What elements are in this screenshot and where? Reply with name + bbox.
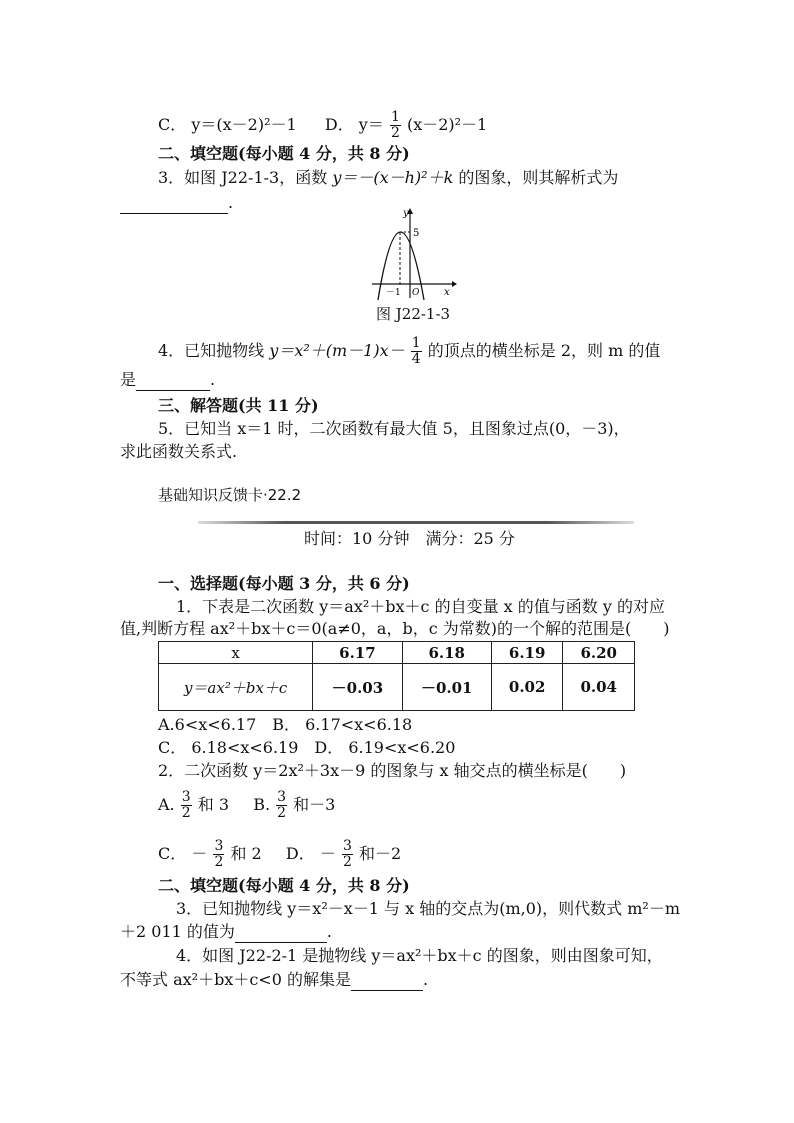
figure-caption: 图 J22-1-3 — [376, 305, 451, 323]
table-header-cell: 6.17 — [313, 642, 402, 664]
question-5-line2: 求此函数关系式. — [120, 442, 238, 461]
section-heading-fill-b: 二、填空题(每小题 4 分，共 8 分) — [158, 876, 410, 895]
table-cell: －0.01 — [402, 664, 491, 711]
q3a-expr: y＝－(x－h)²＋k — [332, 168, 454, 187]
table-header-cell: x — [159, 642, 313, 664]
table-cell: y＝ax²＋bx＋c — [159, 664, 313, 711]
question-3a-line1 — [158, 167, 618, 189]
divider-line — [198, 521, 634, 524]
card-title: 基础知识反馈卡·22.2 — [158, 486, 302, 504]
table-row — [159, 642, 635, 664]
table-header-cell: 6.19 — [491, 642, 563, 664]
option-d-suffix: (x－2)²－1 — [406, 115, 488, 134]
table-header-cell: 6.18 — [402, 642, 491, 664]
option-c-label: C． — [158, 115, 187, 134]
q2-a-suffix: 和 3 — [197, 795, 230, 814]
q2-d-suffix: 和－2 — [358, 844, 402, 863]
frac-num: 1 — [411, 335, 421, 351]
question-4b-line2: 不等式 ax²＋bx＋c<0 的解集是 . — [120, 970, 429, 989]
q3b-line2-prefix: ＋2 011 的值为 — [120, 922, 235, 941]
q2-a-label: A. — [158, 795, 175, 814]
q4a-line2-prefix: 是 — [120, 370, 137, 389]
option-line-cd — [158, 110, 487, 141]
label-neg1: －1 — [386, 288, 401, 298]
q4a-suffix: 的顶点的横坐标是 2，则 m 的值 — [427, 341, 661, 360]
table-cell: 0.02 — [491, 664, 563, 711]
q2-c-fraction — [213, 839, 224, 870]
question-1-options-cd: C． 6.18<x<6.19 D． 6.19<x<6.20 — [158, 738, 456, 757]
frac-den: 2 — [390, 125, 400, 141]
question-3a-line2: . — [120, 192, 233, 214]
answer-blank — [351, 972, 423, 991]
label-y: y — [403, 208, 409, 219]
answer-blank — [235, 924, 327, 943]
table-header-cell: 6.20 — [563, 642, 635, 664]
label-x: x — [444, 287, 450, 298]
option-d-label: D． — [324, 115, 354, 134]
option-c-expr: y＝(x－2)²－1 — [191, 115, 297, 134]
question-3b-line1: 3．已知抛物线 y＝x²－x－1 与 x 轴的交点为(m,0)，则代数式 m²－m — [176, 899, 680, 918]
value-table — [158, 641, 635, 711]
q2-d-label: D． － — [285, 844, 336, 863]
frac-den: 2 — [342, 854, 352, 870]
question-3b-line2: ＋2 011 的值为 . — [120, 922, 332, 941]
frac-den: 4 — [411, 351, 421, 367]
question-2-options-ab — [158, 790, 335, 821]
table-cell: －0.03 — [313, 664, 402, 711]
answer-blank — [136, 372, 210, 391]
table-row — [159, 664, 635, 711]
q4a-expr: y＝x²＋(m－1)x－ — [269, 341, 405, 360]
q2-b-suffix: 和－3 — [293, 795, 336, 814]
section-heading-choice: 一、选择题(每小题 3 分，共 6 分) — [158, 574, 410, 593]
question-4a-line2: 是 . — [120, 370, 216, 389]
frac-num: 3 — [277, 789, 287, 805]
q3a-number: 3．如图 J22-1-3，函数 — [158, 168, 328, 187]
frac-num: 3 — [214, 838, 224, 854]
option-d-prefix: y＝ — [358, 115, 384, 134]
q2-a-fraction — [181, 790, 192, 821]
option-d-fraction — [390, 110, 401, 141]
frac-den: 2 — [214, 854, 224, 870]
q2-d-fraction — [342, 839, 353, 870]
q4a-fraction — [411, 336, 422, 367]
question-4b-line1: 4．如图 J22-2-1 是抛物线 y＝ax²＋bx＋c 的图象，则由图象可知， — [176, 946, 663, 965]
label-origin: O — [412, 288, 420, 298]
frac-num: 1 — [390, 109, 400, 125]
section-heading-answer: 三、解答题(共 11 分) — [158, 396, 319, 415]
q2-b-fraction — [276, 790, 287, 821]
section-heading-fill-a: 二、填空题(每小题 4 分，共 8 分) — [158, 144, 410, 163]
question-2-stem: 2．二次函数 y＝2x²＋3x－9 的图象与 x 轴交点的横坐标是( ) — [158, 761, 627, 780]
question-5-line1: 5．已知当 x＝1 时，二次函数有最大值 5，且图象过点(0，－3)， — [158, 419, 630, 438]
question-1-options-ab: A.6<x<6.17 B． 6.17<x<6.18 — [158, 715, 413, 734]
question-1-line2: 值,判断方程 ax²＋bx＋c＝0(a≠0，a，b，c 为常数)的一个解的范围是( ) — [120, 619, 670, 638]
label-5: 5 — [413, 228, 420, 239]
frac-den: 2 — [181, 805, 191, 821]
frac-num: 3 — [342, 838, 352, 854]
q4b-line2-prefix: 不等式 ax²＋bx＋c<0 的解集是 — [120, 970, 351, 989]
question-4a-line1 — [158, 336, 660, 367]
frac-den: 2 — [277, 805, 287, 821]
q2-b-label: B. — [253, 795, 271, 814]
question-1-line1: 1．下表是二次函数 y＝ax²＋bx＋c 的自变量 x 的值与函数 y 的对应 — [176, 597, 666, 616]
q4a-prefix: 4．已知抛物线 — [158, 341, 265, 360]
frac-num: 3 — [181, 789, 191, 805]
answer-blank — [120, 195, 228, 214]
time-info: 时间：10 分钟 满分：25 分 — [304, 529, 515, 548]
table-cell: 0.04 — [563, 664, 635, 711]
x-axis-arrow — [452, 281, 457, 287]
q2-c-label: C． － — [158, 844, 208, 863]
q3a-suffix: 的图象，则其解析式为 — [458, 168, 619, 187]
parabola-figure — [368, 206, 458, 302]
question-2-options-cd — [158, 839, 401, 870]
q2-c-suffix: 和 2 — [230, 844, 262, 863]
